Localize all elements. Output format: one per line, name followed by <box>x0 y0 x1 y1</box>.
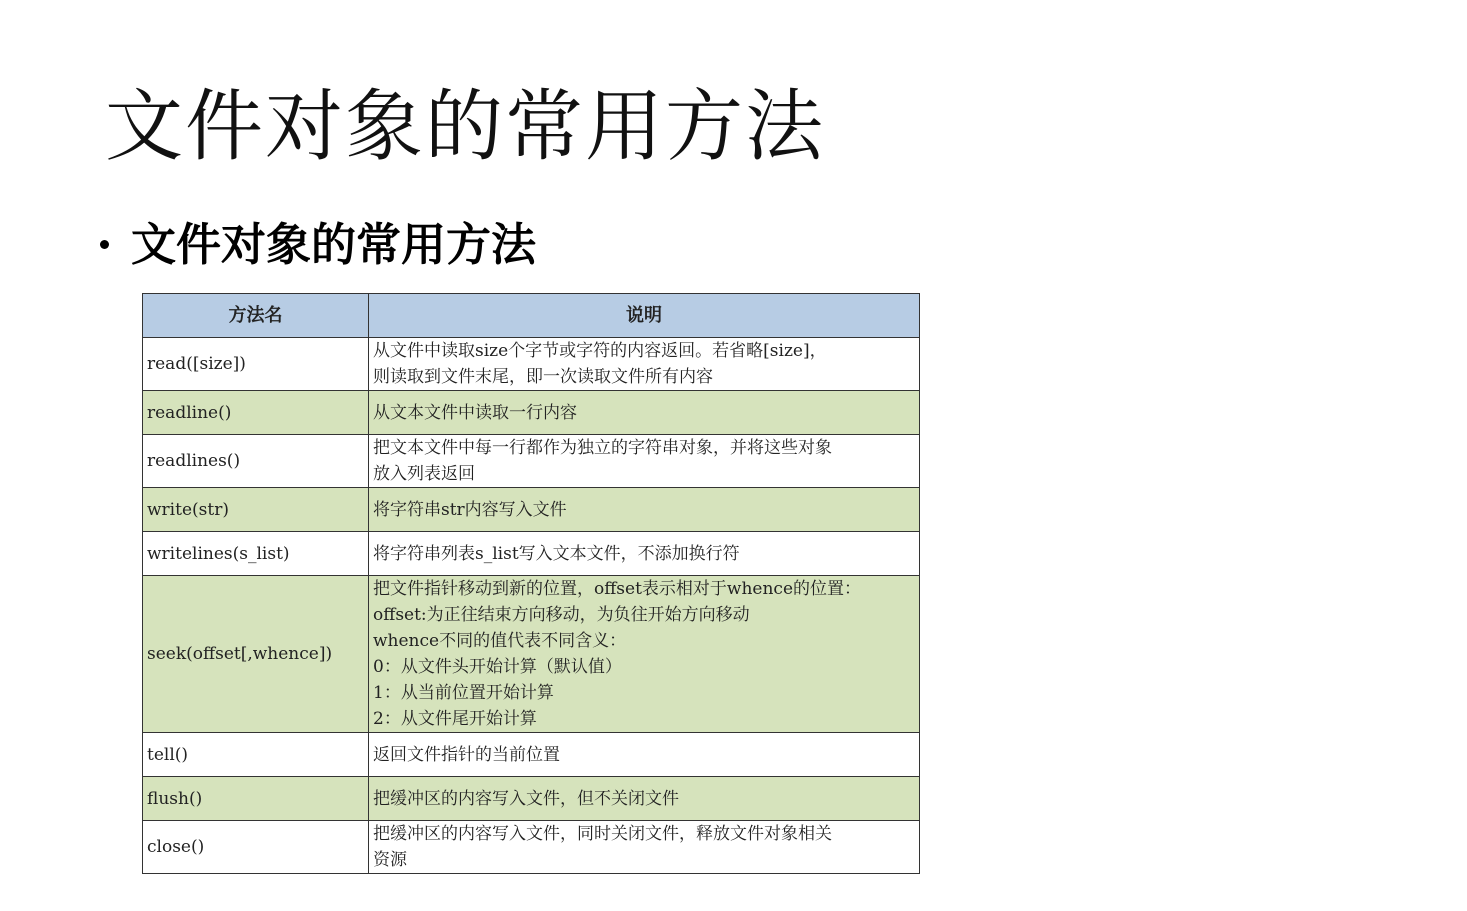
description-line: 将字符串str内容写入文件 <box>373 499 567 520</box>
description-cell <box>369 435 920 488</box>
description-cell <box>369 532 920 576</box>
description-line: 2：从文件尾开始计算 <box>373 709 537 729</box>
table-row <box>143 777 920 821</box>
table-header-row <box>143 294 920 338</box>
bullet-text: 文件对象的常用方法 <box>131 218 537 271</box>
description-line: 则读取到文件末尾，即一次读取文件所有内容 <box>373 367 713 387</box>
method-name-cell: write(str) <box>143 488 369 532</box>
method-name-cell: close() <box>143 821 369 874</box>
description-line: 把缓冲区的内容写入文件，同时关闭文件，释放文件对象相关 <box>373 824 832 844</box>
description-line: 返回文件指针的当前位置 <box>373 744 560 765</box>
description-cell <box>369 733 920 777</box>
method-name-cell: readlines() <box>143 435 369 488</box>
bullet-dot-icon <box>100 240 109 249</box>
table-row <box>143 576 920 733</box>
methods-table <box>142 293 920 874</box>
description-line: 从文本文件中读取一行内容 <box>373 402 577 423</box>
description-line: 将字符串列表s_list写入文本文件，不添加换行符 <box>373 543 740 564</box>
description-line: 1：从当前位置开始计算 <box>373 683 554 703</box>
table-row <box>143 435 920 488</box>
method-name-cell: writelines(s_list) <box>143 532 369 576</box>
method-name-cell: read([size]) <box>143 338 369 391</box>
method-name-cell: tell() <box>143 733 369 777</box>
description-cell <box>369 821 920 874</box>
method-name-cell: readline() <box>143 391 369 435</box>
table-row <box>143 821 920 874</box>
description-line: 0：从文件头开始计算（默认值） <box>373 657 622 677</box>
description-line: 放入列表返回 <box>373 464 475 484</box>
description-line: whence不同的值代表不同含义： <box>373 631 627 651</box>
method-name-cell: flush() <box>143 777 369 821</box>
description-cell <box>369 338 920 391</box>
table-row <box>143 488 920 532</box>
table-body <box>143 338 920 874</box>
description-line: 资源 <box>373 850 407 870</box>
description-line: 把文件指针移动到新的位置，offset表示相对于whence的位置： <box>373 579 862 599</box>
table-row <box>143 338 920 391</box>
description-line: 把文本文件中每一行都作为独立的字符串对象，并将这些对象 <box>373 438 832 458</box>
method-name-cell: seek(offset[,whence]) <box>143 576 369 733</box>
header-method-name: 方法名 <box>143 294 369 338</box>
table-row <box>143 532 920 576</box>
description-cell <box>369 576 920 733</box>
header-description: 说明 <box>369 294 920 338</box>
description-line: 把缓冲区的内容写入文件，但不关闭文件 <box>373 788 679 809</box>
description-line: 从文件中读取size个字节或字符的内容返回。若省略[size]， <box>373 341 827 361</box>
description-line: offset:为正往结束方向移动，为负往开始方向移动 <box>373 605 750 625</box>
table-row <box>143 391 920 435</box>
description-cell <box>369 391 920 435</box>
slide-title: 文件对象的常用方法 <box>105 82 826 172</box>
table-row <box>143 733 920 777</box>
description-cell <box>369 777 920 821</box>
bullet-item <box>100 218 537 271</box>
description-cell <box>369 488 920 532</box>
